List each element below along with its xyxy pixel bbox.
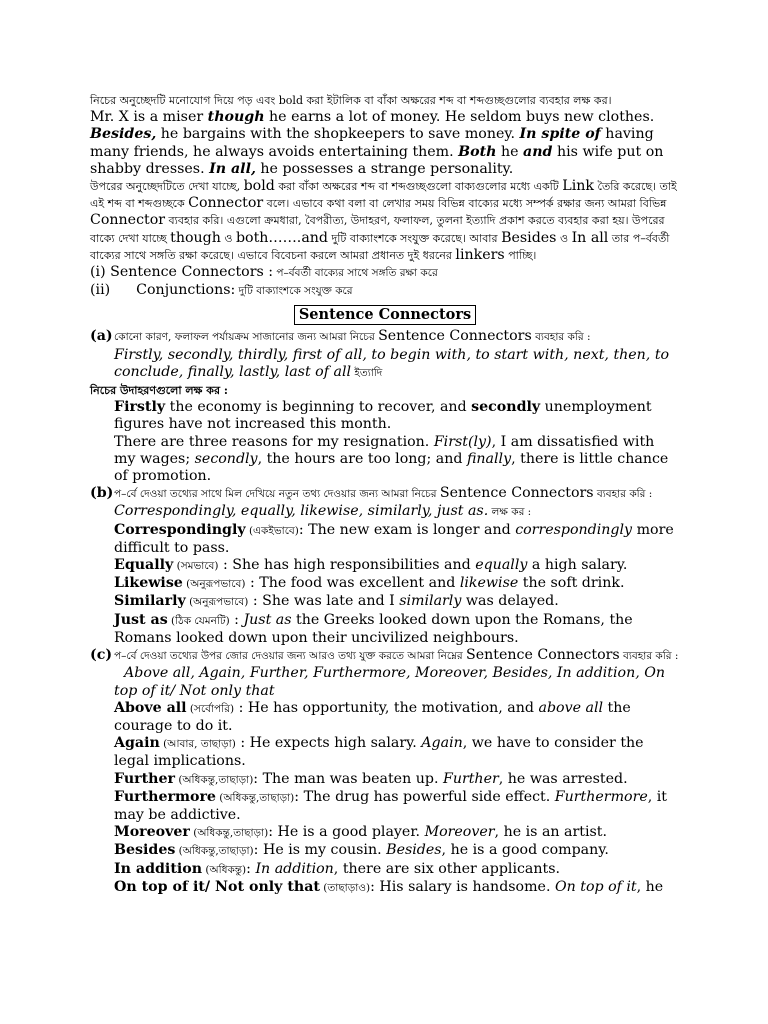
para-text: he: [496, 143, 524, 160]
b-example-similarly: [114, 593, 680, 611]
connector-in-spite-of: In spite of: [519, 126, 601, 143]
example-text: : The food was excellent and: [245, 575, 460, 592]
example-text: , he was arrested.: [498, 770, 628, 787]
para-text: he possesses a strange personality.: [255, 160, 514, 177]
connector-though: though: [207, 109, 265, 126]
bn-text: ব্যবহার করি :: [531, 331, 591, 344]
connector-term: Likewise: [114, 575, 183, 592]
example-text: , he: [636, 878, 664, 895]
connector-italic: Further: [442, 770, 499, 787]
section-heading: Sentence Connectors: [294, 305, 476, 325]
en-term: Link: [562, 178, 594, 195]
para-text: he bargains with the shopkeepers to save money.: [156, 126, 520, 143]
bn-text: ব্যবহার করি। এগুলো ক্রমধারা, বৈপরীত্য, উদাহরণ, ফলাফল, তুলনা ইত্যাদি প্রকাশ করতে ব্যবহার করা হয়। উপরের বাক্যে দেখা যাচ্ছে: [90, 214, 665, 245]
example-text: , he is an artist.: [494, 824, 608, 841]
section-label: (b): [90, 485, 114, 502]
connector-term: Equally: [114, 557, 174, 574]
connector-list: Firstly, secondly, thirdly, first of all, to begin with, to start with, next, then, to conclude, finally, lastly, last of all: [114, 346, 670, 380]
connector-italic: equally: [475, 557, 528, 574]
en-term: In all: [571, 229, 609, 246]
connector-list: Above all, Again, Further, Furthermore, Moreover, Besides, In addition, On top of it/ Not only that: [114, 665, 666, 699]
section-c: [90, 647, 680, 700]
en-term: though: [170, 229, 221, 246]
connector-italic: Furthermore: [554, 788, 648, 805]
example-text: , the hours are too long; and: [257, 450, 467, 467]
bn-text: প–র্বে দেওয়া তথ্যের উপর জোর দেওয়ার জন্য আরও তথ্য যুক্ত করতে আমরা নিম্নের: [114, 650, 467, 663]
c-example-moreover: [114, 824, 680, 842]
section-label: (c): [90, 647, 113, 664]
connector-term: Similarly: [114, 593, 186, 610]
en-term: Connector: [90, 212, 166, 229]
bn-gloss: (অনুরূপভাবে): [185, 596, 249, 609]
bn-text: দুটি বাক্যাংশকে সংযুক্ত করেছে। আবার: [328, 231, 502, 245]
section-a: [90, 328, 680, 382]
connector-italic: Just as: [243, 611, 292, 628]
b-example-just-as: [114, 612, 680, 647]
connector-term: First(ly): [433, 433, 492, 450]
bn-text: তার প–র্ববর্তী বাক্যের সাথে সঙ্গতি রক্ষা করেছে। এভাবে বিবেচনা করলে আমরা প্রধানত দুই ধরনের: [90, 231, 670, 262]
examples-heading: নিচের উদাহরণগুলো লক্ষ কর :: [90, 384, 228, 398]
connector-italic: likewise: [459, 575, 519, 592]
en-term: Sentence Connectors: [439, 485, 594, 502]
en-term: Sentence Connectors: [378, 328, 532, 345]
connector-term: Correspondingly: [114, 521, 246, 538]
section-c-examples: [90, 700, 680, 897]
section-label: (a): [90, 328, 113, 345]
example-text: , I am dissatisfied with my wages;: [114, 433, 655, 467]
example-text: : The man was beaten up.: [253, 770, 443, 787]
connector-italic: above all: [538, 699, 604, 716]
c-example-further: [114, 771, 680, 789]
example-2: [90, 434, 680, 486]
connector-italic: Moreover: [424, 824, 495, 841]
example-text: was delayed.: [461, 593, 559, 610]
bn-text: লক্ষ কর :: [488, 506, 532, 519]
type-description: প–র্ববর্তী বাক্যের সাথে সঙ্গতি রক্ষা করে: [273, 267, 438, 280]
example-text: , it may be addictive.: [114, 788, 668, 823]
bn-text: বলে। এভাবে কথা বলা বা লেখার সময় বিভিন্ন বাক্যের মধ্যে সম্পর্ক রক্ষার জন্য আমরা বিভিন্ন: [263, 197, 667, 211]
example-text: There are three reasons for my resignation.: [114, 433, 434, 450]
connector-term: On top of it/ Not only that: [114, 878, 320, 895]
example-text: the Greeks looked down upon the Romans, the Romans looked down upon their uncivilized neighbours.: [114, 611, 633, 646]
connector-list: Correspondingly, equally, likewise, similarly, just as.: [114, 503, 489, 520]
connector-term: Besides: [114, 842, 176, 859]
connector-term: Again: [114, 735, 160, 752]
example-text: : He is a good player.: [268, 824, 425, 841]
connector-term: Furthermore: [114, 788, 216, 805]
bn-gloss: (তাছাড়াও): [319, 881, 371, 894]
connector-term: finally: [466, 450, 512, 467]
bn-gloss: (আবার, তাছাড়া): [159, 738, 236, 751]
explanation-paragraph: [90, 178, 680, 264]
example-text: , he is a good company.: [441, 842, 609, 859]
en-term: Connector: [188, 195, 264, 212]
section-a-list: [114, 347, 680, 382]
example-text: unemployment figures have not increased this month.: [114, 399, 652, 433]
type-name: Sentence Connectors :: [110, 264, 274, 281]
example-text: : She was late and I: [248, 593, 400, 610]
section-b: [90, 485, 680, 521]
bn-text: ও: [220, 231, 236, 245]
para-text: Mr. X is a miser: [90, 109, 208, 126]
c-example-in-addition: [114, 861, 680, 879]
connector-italic: Besides: [386, 842, 442, 859]
en-term: linkers: [455, 246, 505, 263]
connector-italic: In addition: [255, 860, 334, 877]
para-text: his wife put on shabby dresses.: [90, 143, 664, 177]
bn-text: তৈরি করেছে। তাই এই শব্দ বা শব্দগুচ্ছকে: [90, 180, 677, 211]
bn-gloss: (অধিকন্তু,তাছাড়া): [189, 827, 269, 840]
connector-term: Firstly: [114, 399, 166, 416]
c-example-above-all: [114, 700, 680, 735]
connector-both: Both: [458, 143, 497, 160]
connector-in-all: In all,: [209, 160, 256, 177]
document-page: [90, 92, 680, 897]
bn-gloss: (অনুরূপভাবে): [182, 578, 246, 591]
connector-term: Moreover: [114, 824, 190, 841]
example-text: : He expects high salary.: [235, 735, 422, 752]
bn-gloss: (অধিকন্তু,তাছাড়া): [175, 845, 254, 858]
example-text: , there are six other applicants.: [333, 860, 561, 877]
c-example-on-top-of-it: [114, 879, 680, 897]
b-example-correspondingly: [114, 522, 680, 557]
bn-gloss: (সর্বোপরি): [186, 702, 235, 715]
example-text: the economy is beginning to recover, and: [165, 399, 472, 416]
para-text: having many friends, he always avoids entertaining them.: [90, 126, 654, 160]
connector-term: Further: [114, 770, 175, 787]
example-text: :: [229, 611, 244, 628]
sample-paragraph: [90, 109, 680, 178]
connector-term: Above all: [114, 699, 187, 716]
type-number: (i): [90, 264, 106, 281]
example-text: more difficult to pass.: [114, 521, 674, 556]
example-text: a high salary.: [527, 557, 628, 574]
connector-italic: On top of it: [554, 878, 637, 895]
en-term: Sentence Connectors: [466, 647, 620, 664]
connector-term: secondly: [194, 450, 258, 467]
bn-text: উপরের অনুচ্ছেদটিতে দেখা যাচ্ছে,: [90, 180, 244, 194]
example-text: : She has high responsibilities and: [218, 557, 476, 574]
section-b-examples: [90, 522, 680, 647]
connector-italic: Again: [421, 735, 463, 752]
intro-instruction: নিচের অনুচ্ছেদটি মনোযোগ দিয়ে পড় এবং bold করা ইটালিক বা বাঁকা অক্ষরের শব্দ বা শব্দগুচ্ছগুলোর ব্যবহার লক্ষ কর।: [90, 94, 612, 107]
example-1: [90, 399, 680, 433]
connector-italic: correspondingly: [515, 521, 633, 538]
example-text: : He has opportunity, the motivation, and: [234, 699, 539, 716]
b-example-equally: [114, 557, 680, 575]
connector-italic: similarly: [399, 593, 462, 610]
bn-text: কোনো কারণ, ফলাফল পর্যায়ক্রম সাজানোর জন্য আমরা নিচের: [114, 331, 379, 344]
section-heading-wrap: [90, 304, 680, 325]
example-text: : The drug has powerful side effect.: [294, 788, 555, 805]
type-number: (ii): [90, 282, 111, 299]
en-term: Besides: [501, 229, 557, 246]
example-text: , we have to consider the legal implications.: [114, 735, 644, 770]
example-text: : He is my cousin.: [253, 842, 387, 859]
example-text: the courage to do it.: [114, 699, 631, 734]
type-item-1: [90, 264, 680, 282]
bn-gloss: (অধিকন্তু): [202, 863, 247, 876]
bn-gloss: (ঠিক যেমনটি): [167, 614, 230, 627]
bn-gloss: (একইভাবে): [245, 524, 299, 537]
para-text: he earns a lot of money. He seldom buys new clothes.: [264, 109, 655, 126]
bn-gloss: (সমভাবে): [173, 560, 219, 573]
example-text: the soft drink.: [518, 575, 625, 592]
bn-text: ব্যবহার করি :: [619, 650, 679, 663]
bn-text: প–র্বে দেওয়া তথ্যের সাথে মিল দেখিয়ে নতুন তথ্য দেওয়ার জন্য আমরা নিচের: [114, 488, 440, 501]
en-term: bold: [243, 178, 275, 195]
example-text: : His salary is handsome.: [370, 878, 555, 895]
bn-text: পাচ্ছি।: [504, 248, 537, 262]
bn-text: ও: [556, 231, 572, 245]
c-example-furthermore: [114, 789, 680, 824]
type-name: Conjunctions:: [136, 282, 236, 299]
connector-term: Just as: [114, 611, 168, 628]
bn-gloss: (অধিকন্তু,তাছাড়া): [174, 773, 254, 786]
bn-text: করা বাঁকা অক্ষরের শব্দ বা শব্দগুচ্ছগুলো বাক্যগুলোর মধ্যে একটি: [274, 180, 563, 194]
connector-term: secondly: [471, 399, 541, 416]
connector-term: In addition: [114, 860, 203, 877]
connector-besides: Besides,: [90, 126, 157, 143]
en-term: both…….and: [235, 229, 328, 246]
b-example-likewise: [114, 575, 680, 593]
example-text: , there is little chance of promotion.: [114, 450, 669, 485]
type-description: দুটি বাক্যাংশকে সংযুক্ত করে: [235, 285, 353, 298]
bn-text: ইত্যাদি: [351, 366, 383, 379]
c-example-besides: [114, 842, 680, 860]
type-item-2: [90, 282, 680, 300]
example-text: :: [246, 860, 256, 877]
connector-and: and: [523, 143, 553, 160]
section-a-intro: [114, 328, 680, 346]
example-text: : The new exam is longer and: [298, 521, 516, 538]
bn-gloss: (অধিকন্তু,তাছাড়া): [215, 791, 295, 804]
bn-text: ব্যবহার করি :: [593, 488, 653, 501]
c-example-again: [114, 735, 680, 770]
